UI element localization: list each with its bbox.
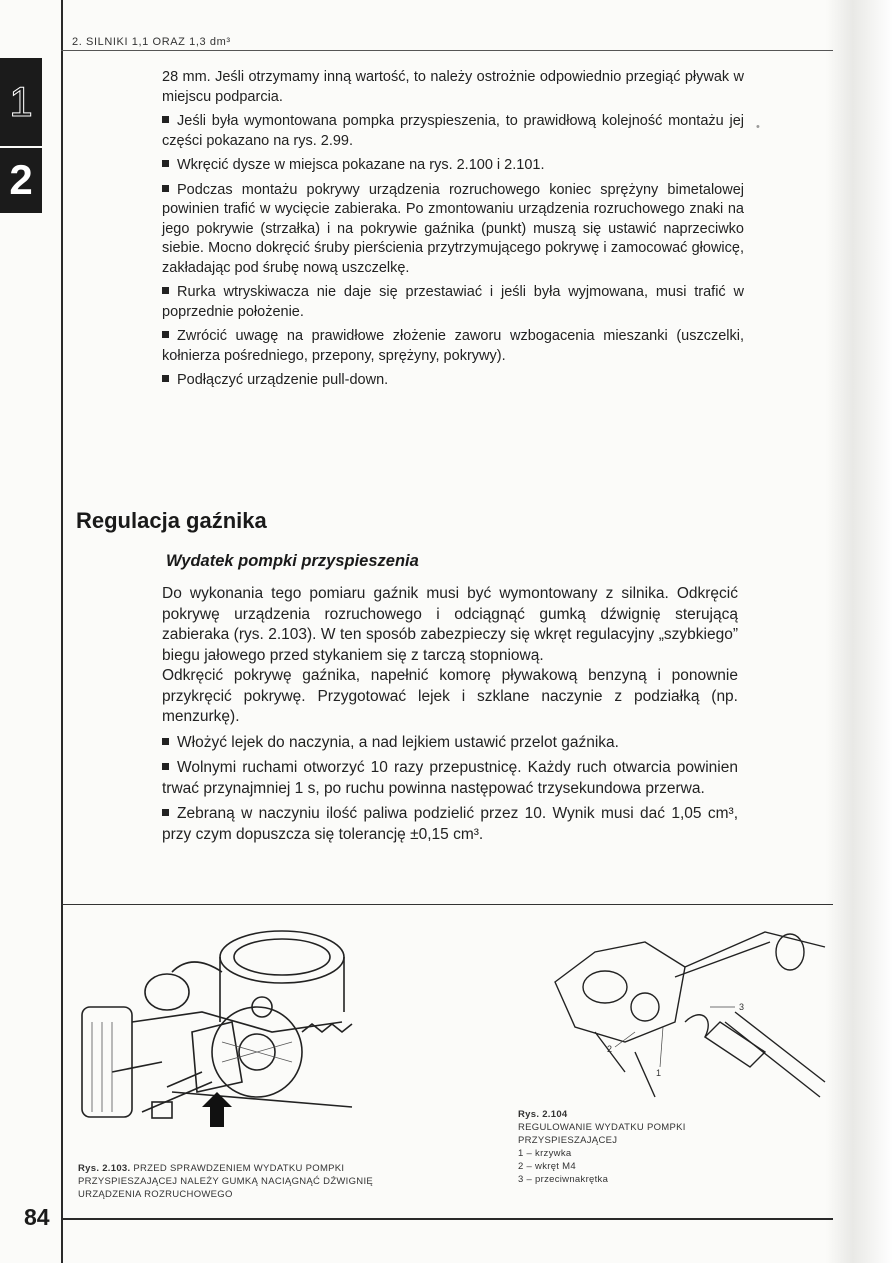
chapter-tab-1 [0, 58, 42, 146]
bullet-icon [162, 763, 169, 770]
legend-item: 2 – wkręt M4 [518, 1161, 576, 1172]
pump-adjustment-illustration [535, 912, 830, 1112]
figure-number: Rys. 2.104 [518, 1109, 568, 1120]
running-head: 2. SILNIKI 1,1 ORAZ 1,3 dm³ [72, 36, 231, 48]
chapter-tab-2 [0, 148, 42, 213]
chapter-tab-label: 2 [9, 156, 33, 203]
left-margin-rule [61, 0, 63, 1263]
chapter-tab-label: 1 [9, 78, 33, 125]
bullet-icon [162, 287, 169, 294]
bullet-icon [162, 738, 169, 745]
bullet-icon [162, 331, 169, 338]
paragraph: Do wykonania tego pomiaru gaźnik musi być wymontowany z silnika. Odkręcić pokrywę urządzenia rozruchowego i odciągnąć gumką dźwignię sterującą zabieraka (rys. 2.103). W ten sposób zabezpieczy się wkręt regulacyjny „szybkiego” biegu jałowego przed stykaniem się z tarczą stopniową. [162, 585, 738, 664]
figure-title: REGULOWANIE WYDATKU POMPKI PRZYSPIESZAJĄCEJ [518, 1122, 686, 1146]
bullet-icon [162, 809, 169, 816]
bullet-paragraph: Rurka wtryskiwacza nie daje się przestawiać i jeśli była wyjmowana, musi trafić w poprzednie położenie. [162, 284, 744, 320]
bullet-paragraph: Podłączyć urządzenie pull-down. [162, 371, 744, 391]
carburettor-illustration [72, 912, 372, 1142]
page-edge-shadow [826, 0, 893, 1263]
section-heading: Regulacja gaźnika [76, 508, 267, 533]
page-number: 84 [24, 1204, 50, 1230]
bullet-paragraph: Zebraną w naczyniu ilość paliwa podzielić przez 10. Wynik musi dać 1,05 cm³, przy czym dopuszcza się tolerancję ±0,15 cm³. [162, 805, 738, 843]
figure-number: Rys. 2.103. [78, 1163, 131, 1174]
callout-3: 3 [739, 1002, 745, 1012]
subsection-heading: Wydatek pompki przyspieszenia [166, 552, 419, 570]
bullet-icon [162, 116, 169, 123]
paragraph: Odkręcić pokrywę gaźnika, napełnić komorę pływakową benzyną i ponownie przykręcić pokrywę. Przygotować lejek i szklane naczynie z podziałką (np. menzurkę). [162, 667, 738, 725]
bullet-paragraph: Jeśli była wymontowana pompka przyspieszenia, to prawidłową kolejność montażu jej części pokazano na rys. 2.99. [162, 113, 744, 149]
top-body-text [162, 68, 744, 396]
bullet-paragraph: Włożyć lejek do naczynia, a nad lejkiem ustawić przelot gaźnika. [162, 733, 738, 754]
legend-item: 1 – krzywka [518, 1148, 572, 1159]
figure-rule [61, 904, 833, 905]
bullet-paragraph: Zwrócić uwagę na prawidłowe złożenie zaworu wzbogacenia mieszanki (uszczelki, kołnierza pośredniego, przepony, sprężyny, pokrywy). [162, 328, 744, 364]
callout-2: 2 [607, 1044, 613, 1054]
bullet-paragraph: Podczas montażu pokrywy urządzenia rozruchowego koniec sprężyny bimetalowej powinien trafić w wycięcie zabieraka. Po zmontowaniu urządzenia rozruchowego znaki na jego pokrywie (strzałka) i na pokrywie gaźnika (punkt) muszą się ustawić naprzeciwko siebie. Mocno dokręcić śruby pierścienia przytrzymującego pokrywę i zamocować głowicę, zakładając pod śrubę nową uszczelkę. [162, 181, 744, 276]
legend-item: 3 – przeciwnakrętka [518, 1174, 609, 1185]
figure-2-103-caption [78, 1162, 408, 1201]
figure-2-104-caption [518, 1108, 698, 1186]
bullet-icon [162, 375, 169, 382]
callout-1: 1 [656, 1068, 662, 1078]
bullet-icon [162, 160, 169, 167]
section-body-text [162, 584, 738, 850]
figure-caption-text: PRZED SPRAWDZENIEM WYDATKU POMPKI PRZYSPIESZAJĄCEJ NALEŻY GUMKĄ NACIĄGNĄĆ DŹWIGNIĘ URZĄDZENIA ROZRUCHOWEGO [78, 1163, 374, 1200]
footer-rule [61, 1218, 833, 1220]
bullet-paragraph: Wkręcić dysze w miejsca pokazane na rys. 2.100 i 2.101. [162, 156, 744, 176]
bullet-icon [162, 185, 169, 192]
header-rule [61, 50, 833, 51]
bullet-paragraph: Wolnymi ruchami otworzyć 10 razy przepustnicę. Każdy ruch otwarcia powinien trwać przynajmniej 1 s, po ruchu powinna następować trzysekundowa przerwa. [162, 759, 738, 797]
paragraph: 28 mm. Jeśli otrzymamy inną wartość, to należy ostrożnie odpowiednio przegiąć pływak w miejscu podparcia. [162, 69, 744, 105]
margin-mark: • [756, 121, 760, 133]
